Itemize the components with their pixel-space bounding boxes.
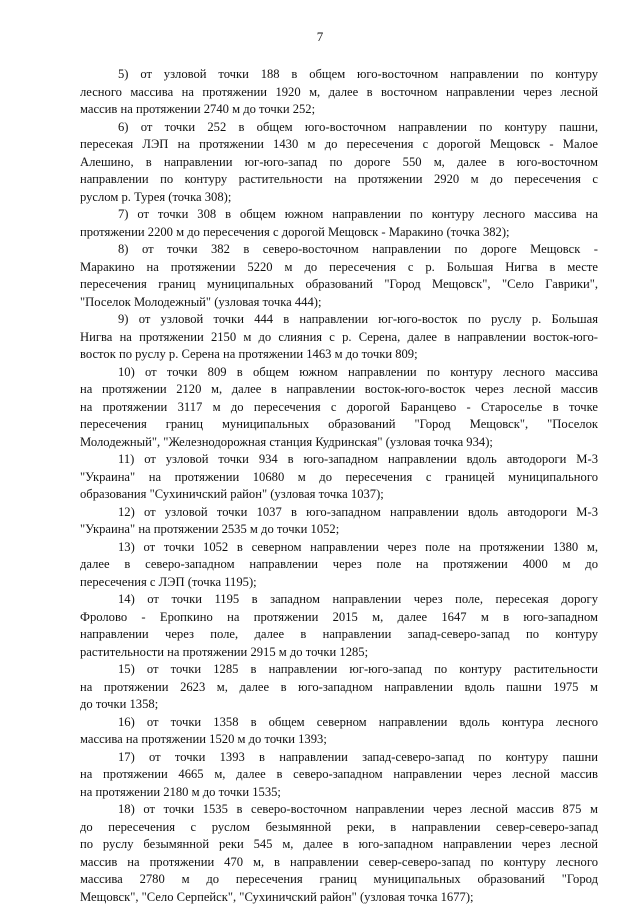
text-line: на протяжении 4665 м, далее в северо-западном направлении через лесной массив xyxy=(80,766,598,784)
text-line: пересечения границ муниципальных образований "Город Мещовск", "Поселок xyxy=(80,416,598,434)
text-line: 5) от узловой точки 188 в общем юго-восточном направлении по контуру xyxy=(80,66,598,84)
text-line: 14) от точки 1195 в западном направлении через поле, пересекая дорогу xyxy=(80,591,598,609)
text-line: Фролово - Еропкино на протяжении 2015 м, далее 1647 м в юго-западном xyxy=(80,609,598,627)
text-line: 9) от узловой точки 444 в направлении юг-юго-восток по руслу р. Большая xyxy=(80,311,598,329)
text-line: на протяжении 2623 м, далее в юго-западном направлении вдоль пашни 1975 м xyxy=(80,679,598,697)
text-line: протяжении 2200 м до пересечения с дорогой Мещовск - Маракино (точка 382); xyxy=(80,224,598,242)
paragraph-item-12 xyxy=(80,504,598,539)
text-line: Мещовск", "Село Серпейск", "Сухиничский район" (узловая точка 1677); xyxy=(80,889,598,906)
text-line: растительности на протяжении 2915 м до точки 1285; xyxy=(80,644,598,662)
text-line: Нигва на протяжении 2150 м до слияния с р. Серена, далее в направлении восток-юго- xyxy=(80,329,598,347)
paragraph-item-8 xyxy=(80,241,598,311)
text-line: "Поселок Молодежный" (узловая точка 444); xyxy=(80,294,598,312)
text-line: 13) от точки 1052 в северном направлении через поле на протяжении 1380 м, xyxy=(80,539,598,557)
paragraph-item-9 xyxy=(80,311,598,364)
text-line: "Украина" на протяжении 2535 м до точки 1052; xyxy=(80,521,598,539)
text-line: пересечения границ муниципальных образований "Город Мещовск", "Село Гаврики", xyxy=(80,276,598,294)
paragraph-item-10 xyxy=(80,364,598,452)
text-line: направлении через поле, далее в направлении запад-северо-запад по контуру xyxy=(80,626,598,644)
text-line: лесного массива на протяжении 1920 м, далее в восточном направлении через лесной xyxy=(80,84,598,102)
paragraph-item-18 xyxy=(80,801,598,906)
text-line: 12) от узловой точки 1037 в юго-западном направлении вдоль автодороги М-3 xyxy=(80,504,598,522)
text-line: массив на протяжении 2740 м до точки 252; xyxy=(80,101,598,119)
text-line: 11) от узловой точки 934 в юго-западном направлении вдоль автодороги М-3 xyxy=(80,451,598,469)
text-line: 16) от точки 1358 в общем северном направлении вдоль контура лесного xyxy=(80,714,598,732)
paragraph-item-7 xyxy=(80,206,598,241)
text-line: до точки 1358; xyxy=(80,696,598,714)
text-line: на протяжении 2180 м до точки 1535; xyxy=(80,784,598,802)
paragraph-item-6 xyxy=(80,119,598,207)
text-line: 18) от точки 1535 в северо-восточном направлении через лесной массив 875 м xyxy=(80,801,598,819)
text-line: далее в северо-западном направлении через поле на протяжении 4000 м до xyxy=(80,556,598,574)
document-body xyxy=(80,66,598,906)
text-line: "Украина" на протяжении 10680 м до пересечения с границей муниципального xyxy=(80,469,598,487)
text-line: Маракино на протяжении 5220 м до пересечения с р. Большая Нигва в месте xyxy=(80,259,598,277)
text-line: массив на протяжении 470 м, в направлении север-северо-запад по контуру лесного xyxy=(80,854,598,872)
paragraph-item-16 xyxy=(80,714,598,749)
page-number: 7 xyxy=(0,29,640,44)
paragraph-item-15 xyxy=(80,661,598,714)
text-line: массива на протяжении 1520 м до точки 1393; xyxy=(80,731,598,749)
paragraph-item-11 xyxy=(80,451,598,504)
paragraph-item-17 xyxy=(80,749,598,802)
text-line: 7) от точки 308 в общем южном направлении по контуру лесного массива на xyxy=(80,206,598,224)
paragraph-item-14 xyxy=(80,591,598,661)
text-line: 6) от точки 252 в общем юго-восточном направлении по контуру пашни, xyxy=(80,119,598,137)
text-line: 10) от точки 809 в общем южном направлении по контуру лесного массива xyxy=(80,364,598,382)
text-line: на протяжении 2120 м, далее в направлении восток-юго-восток через лесной массив xyxy=(80,381,598,399)
paragraph-item-13 xyxy=(80,539,598,592)
text-line: Алешино, в направлении юг-юго-запад по дороге 550 м, далее в юго-восточном xyxy=(80,154,598,172)
text-line: до пересечения с руслом безымянной реки, в направлении север-северо-запад xyxy=(80,819,598,837)
text-line: направлении по контуру растительности на протяжении 2920 м до пересечения с xyxy=(80,171,598,189)
text-line: руслом р. Турея (точка 308); xyxy=(80,189,598,207)
text-line: Молодежный", "Железнодорожная станция Кудринская" (узловая точка 934); xyxy=(80,434,598,452)
text-line: пересечения с ЛЭП (точка 1195); xyxy=(80,574,598,592)
paragraph-item-5 xyxy=(80,66,598,119)
text-line: восток по руслу р. Серена на протяжении 1463 м до точки 809; xyxy=(80,346,598,364)
text-line: массива 2780 м до пересечения границ муниципальных образований "Город xyxy=(80,871,598,889)
text-line: на протяжении 3117 м до пересечения с дорогой Баранцево - Староселье в точке xyxy=(80,399,598,417)
text-line: 15) от точки 1285 в направлении юг-юго-запад по контуру растительности xyxy=(80,661,598,679)
text-line: 17) от точки 1393 в направлении запад-северо-запад по контуру пашни xyxy=(80,749,598,767)
text-line: образования "Сухиничский район" (узловая точка 1037); xyxy=(80,486,598,504)
text-line: по руслу безымянной реки 545 м, далее в юго-западном направлении через лесной xyxy=(80,836,598,854)
text-line: 8) от точки 382 в северо-восточном направлении по дороге Мещовск - xyxy=(80,241,598,259)
text-line: пересекая ЛЭП на протяжении 1430 м до пересечения с дорогой Мещовск - Малое xyxy=(80,136,598,154)
